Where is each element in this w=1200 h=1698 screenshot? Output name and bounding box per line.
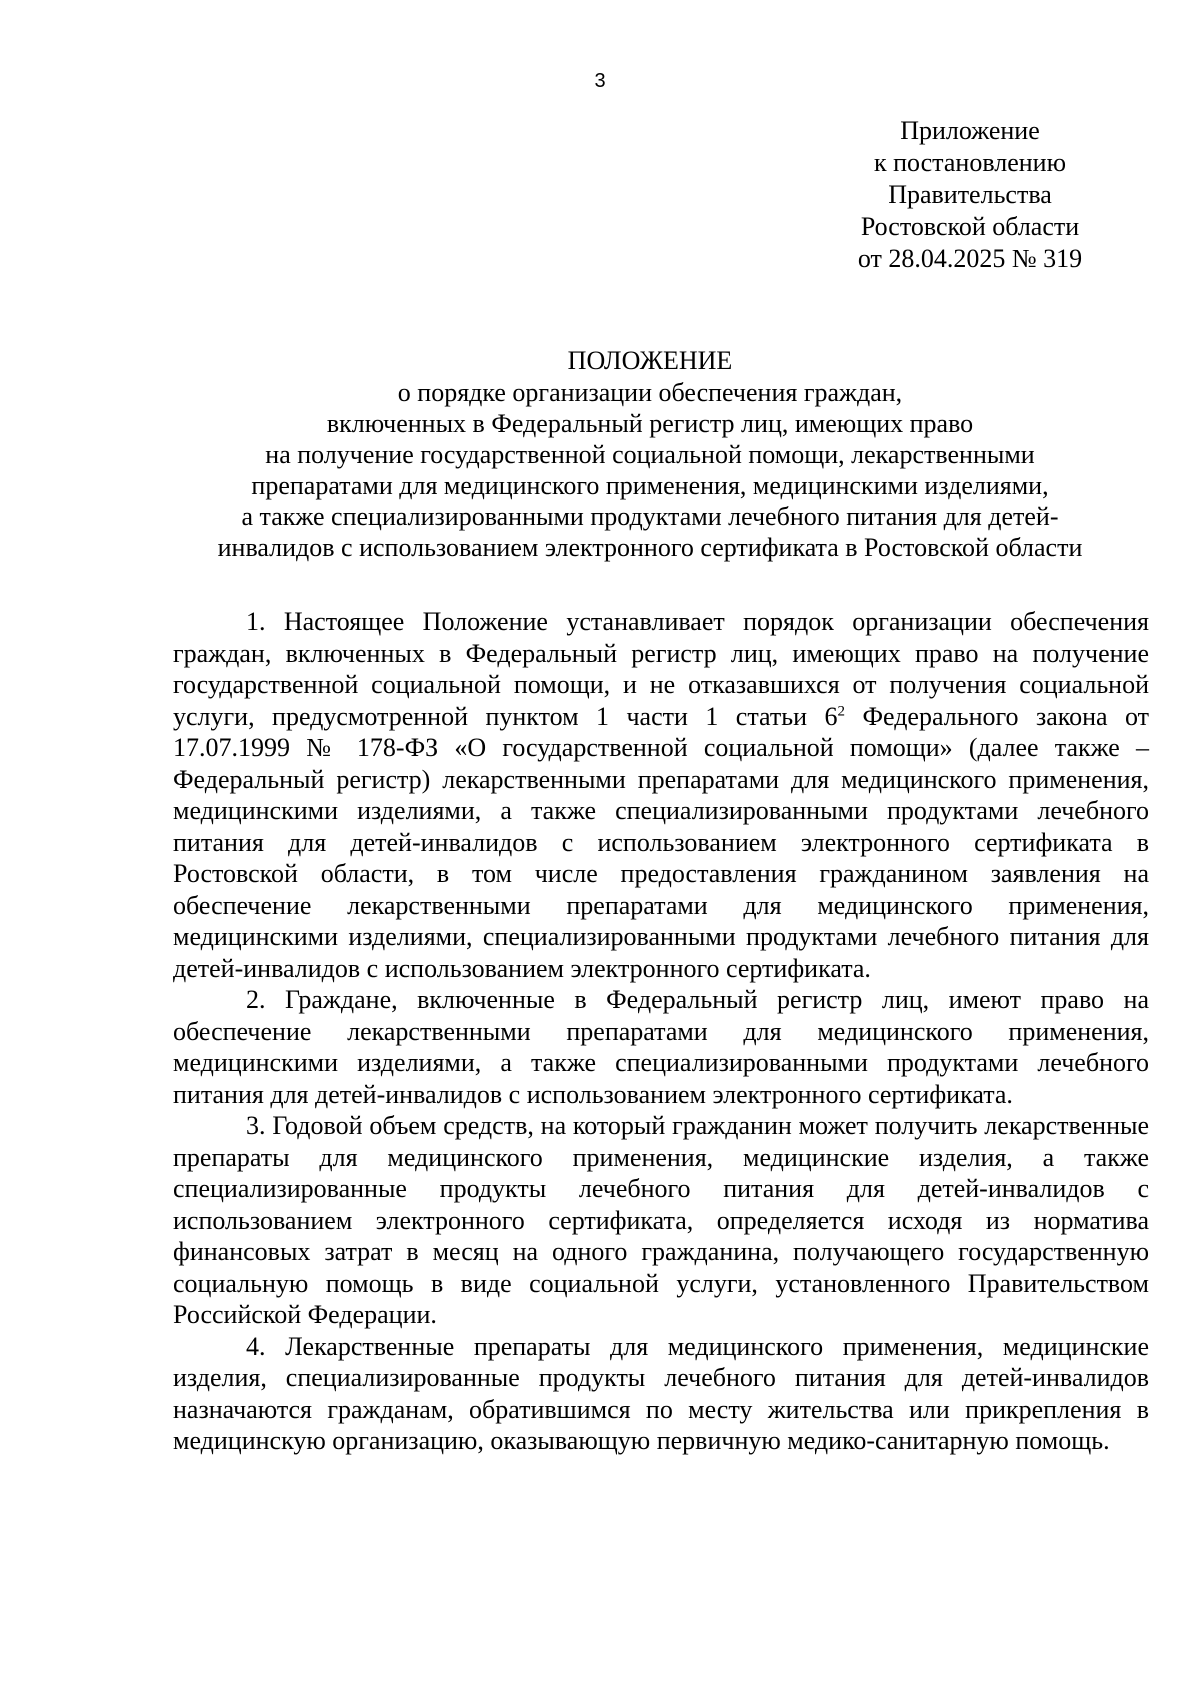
superscript-index: 2 bbox=[837, 702, 845, 719]
paragraph-3: 3. Годовой объем средств, на который гражданин может получить лекарственные препараты для медицинского применения, медицинские изделия, а также специализированные продукты лечебного питания для детей-инвалидов с использованием электронного сертификата, определяется исходя из норматива финансовых затрат в месяц на одного гражданина, получающего государственную социальную помощь в виде социальной услуги, установленного Правительством Российской Федерации. bbox=[173, 1111, 1149, 1329]
title-line: на получение государственной социальной помощи, лекарственными bbox=[265, 440, 1035, 469]
paragraph-1-text-end: Федерального закона от 17.07.1999 № 178-ФЗ «О государственной социальной помощи» (далее также – Федеральный регистр) лекарственными препаратами для медицинского применения, медицинскими изделиями, а также специализированными продуктами лечебного питания для детей-инвалидов с использованием электронного сертификата в Ростовской области, в том числе предоставления гражданином заявления на обеспечение лекарственными препаратами для медицинского применения, медицинскими изделиями, специализированными продуктами лечебного питания для детей-инвалидов с использованием электронного сертификата. bbox=[173, 701, 1150, 983]
appendix-line: Правительства bbox=[888, 180, 1052, 209]
title-line: препаратами для медицинского применения, медицинскими изделиями, bbox=[251, 471, 1049, 500]
appendix-line: Приложение bbox=[900, 116, 1040, 145]
document-title bbox=[160, 345, 1140, 563]
title-line: включенных в Федеральный регистр лиц, имеющих право bbox=[326, 409, 974, 438]
appendix-line: к постановлению bbox=[873, 148, 1067, 177]
appendix-block bbox=[820, 115, 1120, 275]
appendix-line: от 28.04.2025 № 319 bbox=[857, 244, 1083, 273]
title-line: инвалидов с использованием электронного сертификата в Ростовской области bbox=[217, 533, 1083, 562]
title-line: о порядке организации обеспечения граждан, bbox=[397, 378, 903, 407]
page-number: 3 bbox=[594, 70, 606, 92]
appendix-line: Ростовской области bbox=[860, 212, 1080, 241]
document-body bbox=[173, 606, 1149, 1457]
title-line: а также специализированными продуктами лечебного питания для детей- bbox=[241, 502, 1059, 531]
paragraph-4: 4. Лекарственные препараты для медицинского применения, медицинские изделия, специализированные продукты лечебного питания для детей-инвалидов назначаются гражданам, обратившимся по месту жительства или прикрепления в медицинскую организацию, оказывающую первичную медико-санитарную помощь. bbox=[173, 1331, 1149, 1455]
paragraph-1 bbox=[173, 606, 1149, 984]
paragraph-1-text-start: 1. Настоящее Положение устанавливает порядок организации обеспечения граждан, включенных в Федеральный регистр лиц, имеющих право на получение государственной социальной помощи, и не отказавшихся от получения социальной услуги, предусмотренной пунктом 1 части 1 статьи 6 bbox=[173, 607, 1149, 731]
paragraph-2: 2. Граждане, включенные в Федеральный регистр лиц, имеют право на обеспечение лекарственными препаратами для медицинского применения, медицинскими изделиями, а также специализированными продуктами лечебного питания для детей-инвалидов с использованием электронного сертификата. bbox=[173, 985, 1149, 1109]
title-heading: ПОЛОЖЕНИЕ bbox=[567, 346, 733, 375]
